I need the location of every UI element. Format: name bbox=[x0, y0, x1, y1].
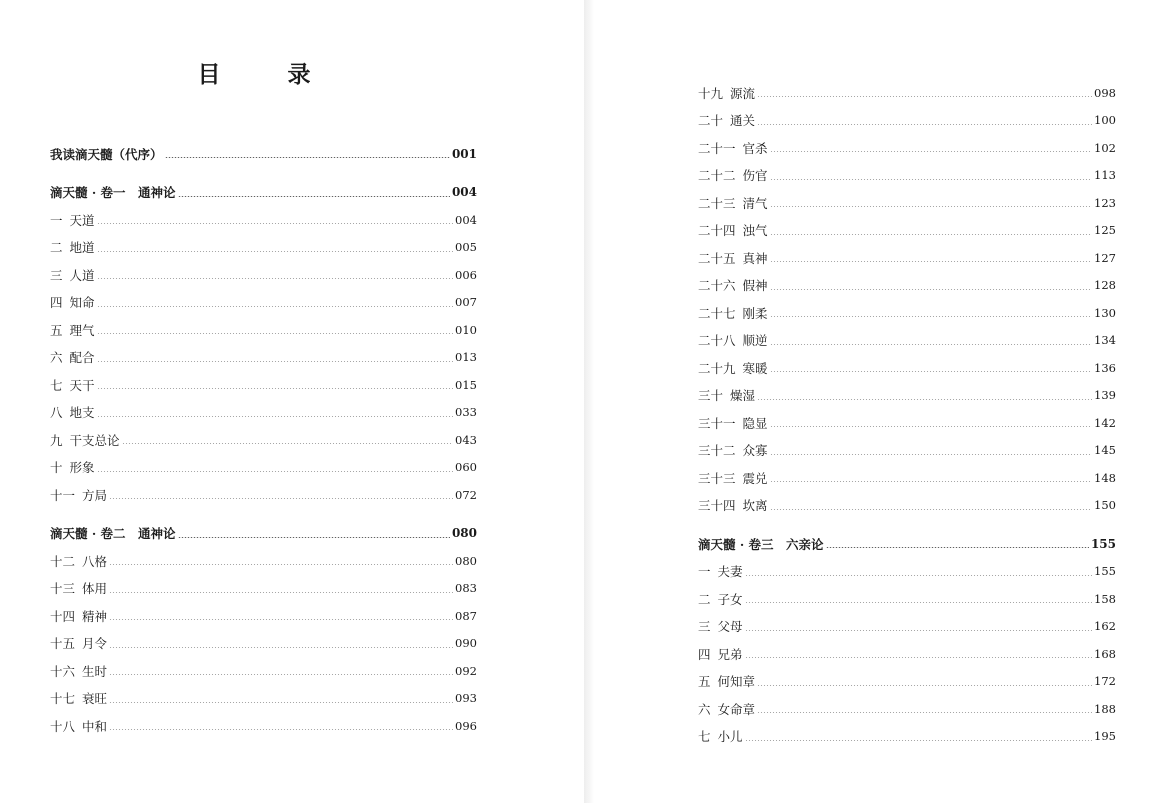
page-number: 134 bbox=[1094, 333, 1116, 348]
page-number: 001 bbox=[451, 146, 477, 161]
page-number: 172 bbox=[1094, 674, 1116, 689]
entry-number: 一 bbox=[50, 212, 63, 228]
entry-title-text: 众寡 bbox=[742, 443, 768, 459]
entry-number: 三 bbox=[698, 619, 711, 635]
toc-entry bbox=[50, 630, 477, 658]
toc-entry bbox=[50, 575, 477, 603]
page-number: 136 bbox=[1094, 360, 1116, 375]
toc-entry bbox=[698, 327, 1116, 355]
entry-number: 九 bbox=[50, 432, 63, 448]
entry-title bbox=[698, 304, 768, 322]
entry-number: 十三 bbox=[50, 581, 76, 597]
entry-number: 六 bbox=[50, 350, 63, 366]
toc-entry bbox=[50, 399, 477, 427]
dot-leader bbox=[757, 96, 1092, 97]
entry-title bbox=[698, 469, 768, 487]
dot-leader bbox=[109, 729, 453, 730]
page-number: 093 bbox=[455, 691, 477, 706]
page-number: 162 bbox=[1094, 619, 1116, 634]
toc-section-entry bbox=[698, 530, 1116, 558]
toc-entry bbox=[698, 640, 1116, 668]
page-number: 090 bbox=[455, 636, 477, 651]
entry-title bbox=[698, 672, 755, 690]
entry-title bbox=[698, 617, 743, 635]
entry-number: 三 bbox=[50, 267, 63, 283]
entry-title bbox=[50, 321, 95, 339]
dot-leader bbox=[770, 151, 1093, 152]
entry-title-text: 八格 bbox=[82, 553, 108, 569]
entry-number: 四 bbox=[698, 646, 711, 662]
page-number: 033 bbox=[455, 405, 477, 420]
entry-title-text: 滴天髓 · 卷三 六亲论 bbox=[698, 536, 824, 552]
entry-number: 三十一 bbox=[698, 415, 736, 431]
page-number: 148 bbox=[1094, 470, 1116, 485]
dot-leader bbox=[109, 702, 453, 703]
dot-leader bbox=[745, 602, 1093, 603]
entry-title-text: 精神 bbox=[82, 608, 108, 624]
page-number: 092 bbox=[455, 663, 477, 678]
entry-number: 十七 bbox=[50, 691, 76, 707]
entry-number: 四 bbox=[50, 295, 63, 311]
page-number: 004 bbox=[455, 212, 477, 227]
entry-number: 二十四 bbox=[698, 223, 736, 239]
entry-number: 二十九 bbox=[698, 360, 736, 376]
entry-title bbox=[50, 458, 95, 476]
entry-title bbox=[50, 431, 120, 449]
page-number: 100 bbox=[1094, 113, 1116, 128]
page-number: 102 bbox=[1094, 140, 1116, 155]
entry-title bbox=[698, 249, 768, 267]
page-number: 188 bbox=[1094, 701, 1116, 716]
page-number: 155 bbox=[1094, 564, 1116, 579]
page-number: 007 bbox=[455, 295, 477, 310]
entry-title bbox=[698, 441, 768, 459]
entry-title bbox=[50, 348, 95, 366]
page-number: 072 bbox=[455, 487, 477, 502]
toc-list-right bbox=[698, 79, 1116, 750]
toc-entry bbox=[50, 371, 477, 399]
dot-leader bbox=[109, 619, 453, 620]
dot-leader bbox=[757, 685, 1092, 686]
entry-number: 十八 bbox=[50, 718, 76, 734]
page-number: 080 bbox=[455, 553, 477, 568]
entry-title bbox=[50, 145, 163, 163]
toc-entry bbox=[50, 289, 477, 317]
toc-entry bbox=[698, 272, 1116, 300]
entry-title bbox=[698, 276, 768, 294]
dot-leader bbox=[770, 481, 1093, 482]
entry-number: 二十 bbox=[698, 113, 724, 129]
toc-entry bbox=[698, 492, 1116, 520]
dot-leader bbox=[770, 206, 1093, 207]
toc-entry bbox=[698, 79, 1116, 107]
dot-leader bbox=[109, 564, 453, 565]
dot-leader bbox=[97, 306, 454, 307]
dot-leader bbox=[178, 196, 450, 197]
dot-leader bbox=[109, 592, 453, 593]
toc-entry bbox=[698, 695, 1116, 723]
entry-title-text: 真神 bbox=[742, 250, 768, 266]
page-number: 098 bbox=[1094, 85, 1116, 100]
entry-title bbox=[698, 359, 768, 377]
entry-title-text: 隐显 bbox=[742, 415, 768, 431]
entry-title-text: 源流 bbox=[730, 85, 756, 101]
entry-title bbox=[698, 645, 743, 663]
entry-title-text: 滴天髓 · 卷二 通神论 bbox=[50, 526, 176, 542]
entry-title bbox=[50, 211, 95, 229]
entry-number: 十四 bbox=[50, 608, 76, 624]
page-number: 155 bbox=[1090, 536, 1116, 551]
entry-title-text: 理气 bbox=[69, 322, 95, 338]
page-number: 013 bbox=[455, 350, 477, 365]
toc-entry bbox=[698, 382, 1116, 410]
entry-title bbox=[698, 111, 755, 129]
page-number: 142 bbox=[1094, 415, 1116, 430]
page-number: 096 bbox=[455, 718, 477, 733]
entry-title bbox=[698, 535, 824, 553]
entry-title-text: 震兑 bbox=[742, 470, 768, 486]
entry-title-text: 形象 bbox=[69, 460, 95, 476]
entry-title bbox=[50, 717, 107, 735]
toc-entry bbox=[698, 668, 1116, 696]
entry-title bbox=[50, 238, 95, 256]
entry-title-text: 地支 bbox=[69, 405, 95, 421]
page-number: 168 bbox=[1094, 646, 1116, 661]
dot-leader bbox=[770, 289, 1093, 290]
dot-leader bbox=[770, 179, 1093, 180]
toc-entry bbox=[698, 613, 1116, 641]
dot-leader bbox=[97, 278, 454, 279]
dot-leader bbox=[745, 657, 1093, 658]
page-number: 015 bbox=[455, 377, 477, 392]
dot-leader bbox=[770, 426, 1093, 427]
toc-entry bbox=[50, 261, 477, 289]
toc-entry bbox=[50, 454, 477, 482]
dot-leader bbox=[770, 261, 1093, 262]
entry-title bbox=[698, 562, 743, 580]
entry-title bbox=[698, 727, 743, 745]
dot-leader bbox=[109, 647, 453, 648]
entry-title bbox=[698, 331, 768, 349]
entry-number: 十六 bbox=[50, 663, 76, 679]
entry-number: 二十二 bbox=[698, 168, 736, 184]
page-number: 083 bbox=[455, 581, 477, 596]
book-gutter bbox=[584, 0, 594, 803]
dot-leader bbox=[97, 416, 454, 417]
dot-leader bbox=[165, 157, 450, 158]
entry-title bbox=[698, 194, 768, 212]
entry-title bbox=[698, 590, 743, 608]
entry-title-text: 官杀 bbox=[742, 140, 768, 156]
entry-title bbox=[50, 486, 107, 504]
dot-leader bbox=[770, 509, 1093, 510]
toc-entry bbox=[50, 481, 477, 509]
toc-list-left bbox=[50, 140, 477, 740]
dot-leader bbox=[97, 251, 454, 252]
entry-number: 二 bbox=[50, 240, 63, 256]
toc-entry bbox=[698, 585, 1116, 613]
toc-entry bbox=[698, 162, 1116, 190]
entry-title bbox=[698, 496, 768, 514]
toc-entry bbox=[698, 299, 1116, 327]
page-number: 195 bbox=[1094, 729, 1116, 744]
toc-entry bbox=[698, 437, 1116, 465]
page-number: 060 bbox=[455, 460, 477, 475]
dot-leader bbox=[770, 371, 1093, 372]
entry-title bbox=[50, 183, 176, 201]
entry-number: 三十四 bbox=[698, 498, 736, 514]
entry-title-text: 我读滴天髓（代序） bbox=[50, 146, 163, 162]
page-number: 158 bbox=[1094, 591, 1116, 606]
dot-leader bbox=[745, 630, 1093, 631]
entry-title bbox=[50, 266, 95, 284]
dot-leader bbox=[97, 361, 454, 362]
dot-leader bbox=[826, 547, 1089, 548]
entry-title-text: 子女 bbox=[717, 591, 743, 607]
entry-title-text: 生时 bbox=[82, 663, 108, 679]
entry-number: 二十六 bbox=[698, 278, 736, 294]
dot-leader bbox=[770, 316, 1093, 317]
entry-title-text: 兄弟 bbox=[717, 646, 743, 662]
page-number: 130 bbox=[1094, 305, 1116, 320]
entry-number: 二十七 bbox=[698, 305, 736, 321]
entry-title bbox=[50, 376, 95, 394]
entry-number: 二十八 bbox=[698, 333, 736, 349]
page-number: 113 bbox=[1094, 168, 1116, 183]
dot-leader bbox=[97, 471, 454, 472]
entry-number: 六 bbox=[698, 701, 711, 717]
entry-title-text: 浊气 bbox=[742, 223, 768, 239]
entry-title-text: 干支总论 bbox=[69, 432, 120, 448]
entry-title bbox=[698, 166, 768, 184]
toc-entry bbox=[698, 354, 1116, 382]
entry-number: 三十三 bbox=[698, 470, 736, 486]
entry-title-text: 小儿 bbox=[717, 729, 743, 745]
dot-leader bbox=[97, 223, 454, 224]
page-number: 080 bbox=[451, 526, 477, 541]
dot-leader bbox=[122, 443, 454, 444]
page-number: 150 bbox=[1094, 498, 1116, 513]
entry-number: 五 bbox=[50, 322, 63, 338]
entry-title bbox=[50, 689, 107, 707]
toc-entry bbox=[50, 685, 477, 713]
entry-title-text: 伤官 bbox=[742, 168, 768, 184]
toc-entry bbox=[50, 344, 477, 372]
entry-number: 二十一 bbox=[698, 140, 736, 156]
toc-entry bbox=[698, 558, 1116, 586]
entry-title-text: 清气 bbox=[742, 195, 768, 211]
dot-leader bbox=[109, 674, 453, 675]
toc-entry bbox=[698, 244, 1116, 272]
dot-leader bbox=[757, 712, 1092, 713]
page-number: 006 bbox=[455, 267, 477, 282]
toc-entry bbox=[698, 409, 1116, 437]
entry-title bbox=[50, 607, 107, 625]
entry-number: 一 bbox=[698, 564, 711, 580]
entry-number: 二 bbox=[698, 591, 711, 607]
entry-title bbox=[698, 139, 768, 157]
entry-number: 七 bbox=[698, 729, 711, 745]
entry-number: 八 bbox=[50, 405, 63, 421]
entry-number: 十 bbox=[50, 460, 63, 476]
dot-leader bbox=[757, 399, 1092, 400]
toc-entry bbox=[698, 107, 1116, 135]
toc-section-entry bbox=[50, 179, 477, 207]
entry-number: 三十 bbox=[698, 388, 724, 404]
dot-leader bbox=[97, 333, 454, 334]
entry-title bbox=[698, 414, 768, 432]
page-number: 139 bbox=[1094, 388, 1116, 403]
entry-title-text: 中和 bbox=[82, 718, 108, 734]
dot-leader bbox=[109, 498, 453, 499]
page-number: 145 bbox=[1094, 443, 1116, 458]
toc-title: 目 录 bbox=[197, 61, 333, 88]
dot-leader bbox=[178, 537, 450, 538]
entry-title bbox=[698, 84, 755, 102]
entry-number: 七 bbox=[50, 377, 63, 393]
entry-title-text: 天干 bbox=[69, 377, 95, 393]
entry-title-text: 知命 bbox=[69, 295, 95, 311]
entry-number: 十二 bbox=[50, 553, 76, 569]
entry-title-text: 坎离 bbox=[742, 498, 768, 514]
toc-entry bbox=[50, 234, 477, 262]
right-page bbox=[594, 0, 1150, 803]
toc-entry bbox=[698, 464, 1116, 492]
dot-leader bbox=[770, 234, 1093, 235]
page-number: 127 bbox=[1094, 250, 1116, 265]
entry-title-text: 天道 bbox=[69, 212, 95, 228]
toc-entry bbox=[698, 217, 1116, 245]
dot-leader bbox=[770, 454, 1093, 455]
entry-title-text: 体用 bbox=[82, 581, 108, 597]
page-number: 123 bbox=[1094, 195, 1116, 210]
toc-entry bbox=[50, 657, 477, 685]
entry-title bbox=[50, 662, 107, 680]
toc-section-entry bbox=[50, 140, 477, 168]
toc-entry bbox=[50, 206, 477, 234]
toc-entry bbox=[698, 189, 1116, 217]
entry-title-text: 方局 bbox=[82, 487, 108, 503]
entry-title bbox=[698, 700, 755, 718]
entry-title-text: 寒暖 bbox=[742, 360, 768, 376]
page-number: 004 bbox=[451, 185, 477, 200]
page-number: 125 bbox=[1094, 223, 1116, 238]
toc-entry bbox=[50, 316, 477, 344]
page-number: 043 bbox=[455, 432, 477, 447]
entry-title bbox=[50, 293, 95, 311]
entry-number: 三十二 bbox=[698, 443, 736, 459]
entry-title-text: 刚柔 bbox=[742, 305, 768, 321]
toc-entry bbox=[50, 547, 477, 575]
entry-title-text: 月令 bbox=[82, 636, 108, 652]
entry-number: 二十五 bbox=[698, 250, 736, 266]
entry-number: 十九 bbox=[698, 85, 724, 101]
entry-title-text: 人道 bbox=[69, 267, 95, 283]
entry-title-text: 衰旺 bbox=[82, 691, 108, 707]
toc-entry bbox=[50, 712, 477, 740]
page-number: 010 bbox=[455, 322, 477, 337]
entry-title-text: 燥湿 bbox=[730, 388, 756, 404]
entry-title-text: 顺逆 bbox=[742, 333, 768, 349]
toc-section-entry bbox=[50, 520, 477, 548]
page-number: 087 bbox=[455, 608, 477, 623]
entry-title-text: 父母 bbox=[717, 619, 743, 635]
entry-title-text: 地道 bbox=[69, 240, 95, 256]
entry-number: 五 bbox=[698, 674, 711, 690]
entry-title bbox=[50, 634, 107, 652]
dot-leader bbox=[97, 388, 454, 389]
entry-number: 十五 bbox=[50, 636, 76, 652]
toc-entry bbox=[698, 723, 1116, 751]
entry-title-text: 何知章 bbox=[717, 674, 756, 690]
toc-entry bbox=[698, 134, 1116, 162]
entry-title bbox=[50, 552, 107, 570]
dot-leader bbox=[745, 740, 1093, 741]
entry-title bbox=[698, 221, 768, 239]
entry-title bbox=[50, 524, 176, 542]
toc-entry bbox=[50, 426, 477, 454]
toc-entry bbox=[50, 602, 477, 630]
entry-title bbox=[50, 403, 95, 421]
dot-leader bbox=[745, 575, 1093, 576]
entry-title-text: 假神 bbox=[742, 278, 768, 294]
entry-title-text: 配合 bbox=[69, 350, 95, 366]
page-number: 128 bbox=[1094, 278, 1116, 293]
entry-title bbox=[50, 579, 107, 597]
dot-leader bbox=[757, 124, 1092, 125]
entry-number: 二十三 bbox=[698, 195, 736, 211]
entry-title-text: 通关 bbox=[730, 113, 756, 129]
entry-title-text: 女命章 bbox=[717, 701, 756, 717]
entry-title bbox=[698, 386, 755, 404]
page-number: 005 bbox=[455, 240, 477, 255]
entry-title-text: 夫妻 bbox=[717, 564, 743, 580]
entry-title-text: 滴天髓 · 卷一 通神论 bbox=[50, 185, 176, 201]
dot-leader bbox=[770, 344, 1093, 345]
entry-number: 十一 bbox=[50, 487, 76, 503]
